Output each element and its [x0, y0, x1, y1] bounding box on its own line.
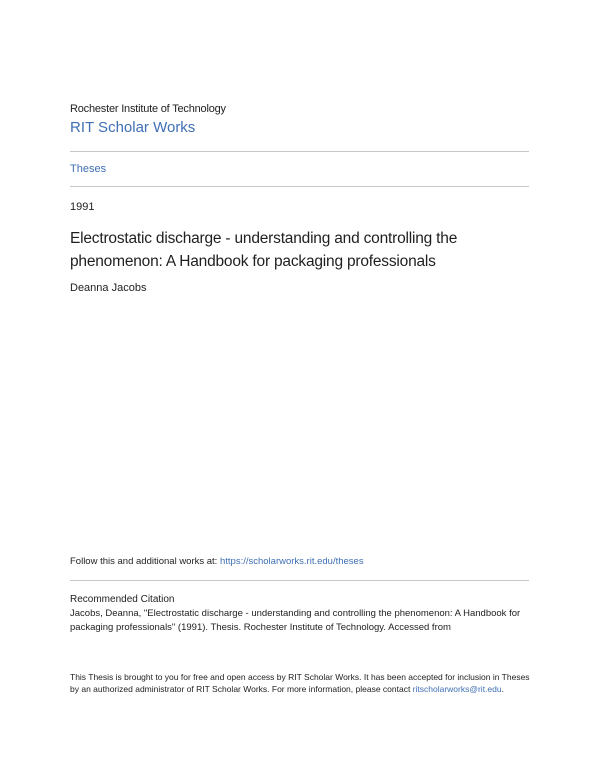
divider [70, 580, 529, 581]
follow-link[interactable]: https://scholarworks.rit.edu/theses [219, 556, 364, 567]
follow-line [70, 556, 364, 567]
collection-link[interactable]: Theses [70, 163, 107, 175]
document-title: Electrostatic discharge - understanding and controlling the phenomenon: A Handbook for packaging professionals [70, 230, 458, 270]
repository-link[interactable]: RIT Scholar Works [70, 119, 196, 136]
notice-suffix: . [501, 683, 504, 694]
divider [70, 186, 529, 187]
divider [70, 151, 529, 152]
author-name: Deanna Jacobs [70, 282, 147, 294]
publication-year: 1991 [70, 201, 95, 213]
contact-email-link[interactable]: ritscholarworks@rit.edu [412, 683, 502, 694]
citation-text: Jacobs, Deanna, "Electrostatic discharge - understanding and controlling the phenomenon: A Handbook for packaging professionals" (1991). Thesis. Rochester Institute of Technology. Accessed from [70, 608, 521, 633]
citation-heading: Recommended Citation [70, 594, 175, 605]
access-notice [70, 672, 532, 695]
notice-text: This Thesis is brought to you for free and open access by RIT Scholar Works. It has been accepted for inclusion in Theses by an authorized administrator of RIT Scholar Works. For more information, please contact [70, 672, 530, 694]
follow-prefix: Follow this and additional works at: [70, 556, 220, 567]
institution-name: Rochester Institute of Technology [70, 103, 226, 115]
